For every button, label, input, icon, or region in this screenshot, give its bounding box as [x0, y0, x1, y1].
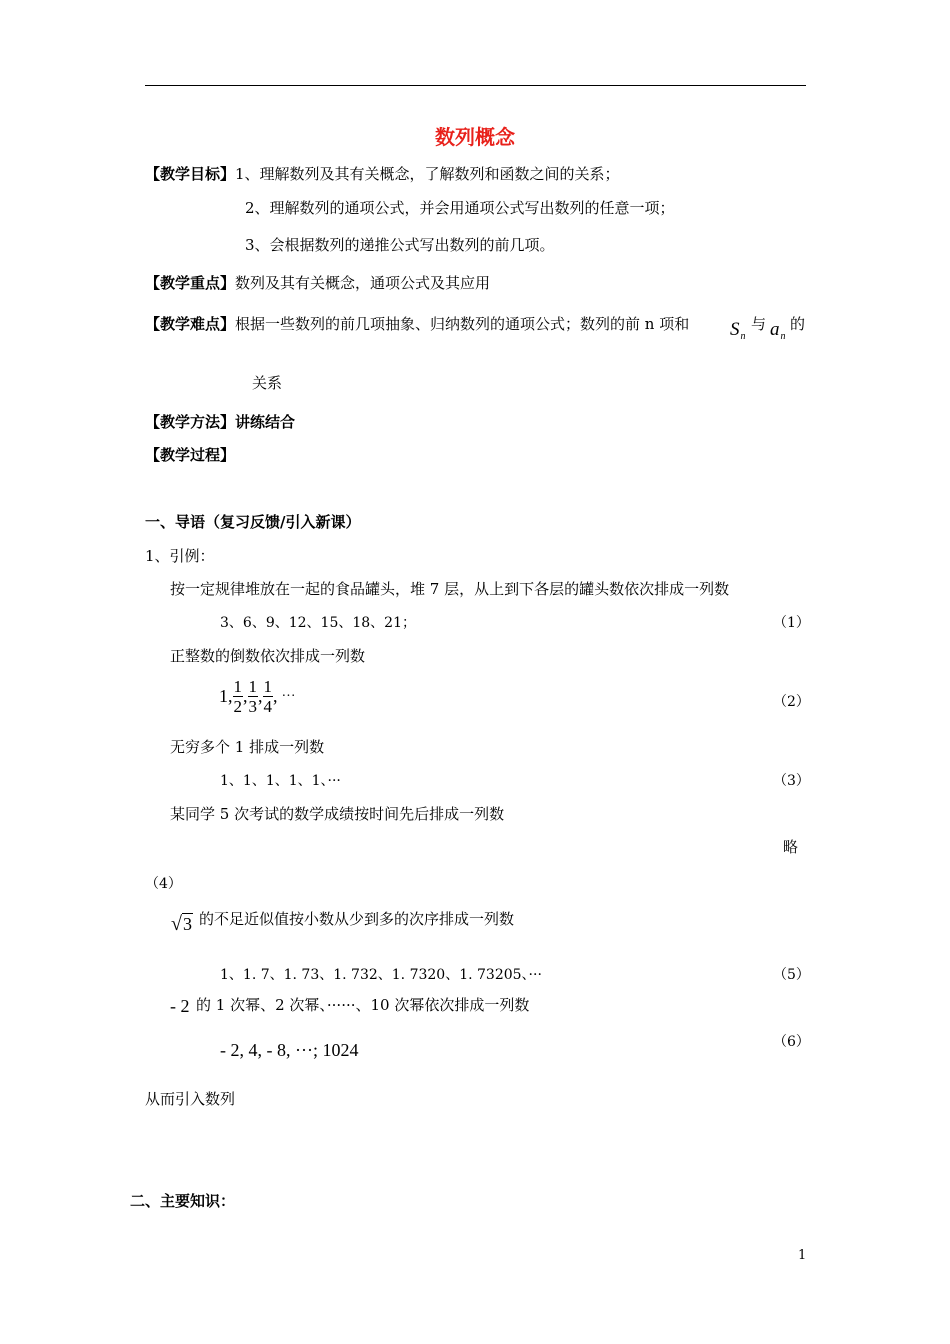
sequence-2: 1, $\frac{1}{2}$ , $\frac{1}{3}$ , $\frac{1}{4}$ , ··· — [219, 677, 296, 716]
goal-label: 【教学目标】 — [145, 165, 236, 183]
difficulty-de: 的 — [790, 315, 806, 333]
key-text: 数列及其有关概念，通项公式及其应用 — [235, 274, 491, 292]
tag-3: （3） — [773, 773, 810, 789]
key-label: 【教学重点】 — [145, 274, 236, 292]
process-label: 【教学过程】 — [145, 446, 236, 464]
goal-line-2: 2、理解数列的通项公式，并会用通项公式写出数列的任意一项； — [245, 199, 675, 217]
negative-two: - 2 — [170, 996, 190, 1016]
sequence-5: 1、1. 7、1. 73、1. 732、1. 7320、1. 73205、··· — [220, 967, 542, 983]
method-label: 【教学方法】 — [145, 413, 236, 431]
difficulty-line — [145, 313, 689, 334]
tag-1: （1） — [773, 615, 810, 631]
goal-line-1 — [145, 163, 620, 184]
method-line — [145, 411, 295, 432]
example-1-text: 按一定规律堆放在一起的食品罐头，堆 7 层，从上到下各层的罐头数依次排成一列数 — [170, 580, 730, 598]
example-3-text: 无穷多个 1 排成一列数 — [170, 738, 325, 756]
sum-symbol: $S_n$ — [730, 319, 746, 342]
tag-2: （2） — [773, 694, 810, 710]
difficulty-with: 与 — [751, 315, 767, 333]
page-title: 数列概念 — [435, 125, 515, 149]
omitted-mark: 略 — [783, 838, 799, 856]
fraction-1-3: $\frac{1}{3}$ — [248, 677, 257, 716]
example-2-text: 正整数的倒数依次排成一列数 — [170, 647, 366, 665]
sqrt-3: √3 — [171, 913, 192, 935]
difficulty-label: 【教学难点】 — [145, 315, 236, 333]
key-line — [145, 272, 490, 293]
term-symbol: $a_n$ — [770, 319, 786, 342]
tag-6: （6） — [773, 1034, 810, 1050]
example-4-text: 某同学 5 次考试的数学成绩按时间先后排成一列数 — [170, 805, 505, 823]
difficulty-text: 根据一些数列的前几项抽象、归纳数列的通项公式；数列的前 n 项和 — [235, 315, 690, 333]
tag-4: （4） — [145, 876, 182, 892]
sequence-1: 3、6、9、12、15、18、21； — [220, 615, 416, 631]
method-text: 讲练结合 — [235, 413, 296, 431]
example-6-text: 的 1 次幂、2 次幂、······、10 次幂依次排成一列数 — [196, 996, 530, 1014]
item-1: 1、引例： — [145, 547, 215, 565]
fraction-1-2: $\frac{1}{2}$ — [233, 677, 242, 716]
page-number: 1 — [798, 1248, 807, 1263]
section-1-heading: 一、导语（复习反馈/引入新课） — [145, 513, 361, 531]
goal-line-3: 3、会根据数列的递推公式写出数列的前几项。 — [245, 236, 555, 254]
goal-1-text: 1、理解数列及其有关概念，了解数列和函数之间的关系； — [235, 165, 620, 183]
sequence-6: - 2, 4, - 8, ···; 1024 — [220, 1040, 359, 1060]
difficulty-continuation: 关系 — [252, 374, 283, 392]
tag-5: （5） — [773, 967, 810, 983]
header-rule — [145, 85, 806, 86]
sequence-3: 1、1、1、1、1、··· — [220, 773, 341, 789]
section-2-heading: 二、主要知识： — [130, 1192, 236, 1210]
intro-text: 从而引入数列 — [145, 1090, 236, 1108]
fraction-1-4: $\frac{1}{4}$ — [263, 677, 272, 716]
example-5-text: 的不足近似值按小数从少到多的次序排成一列数 — [199, 910, 515, 928]
